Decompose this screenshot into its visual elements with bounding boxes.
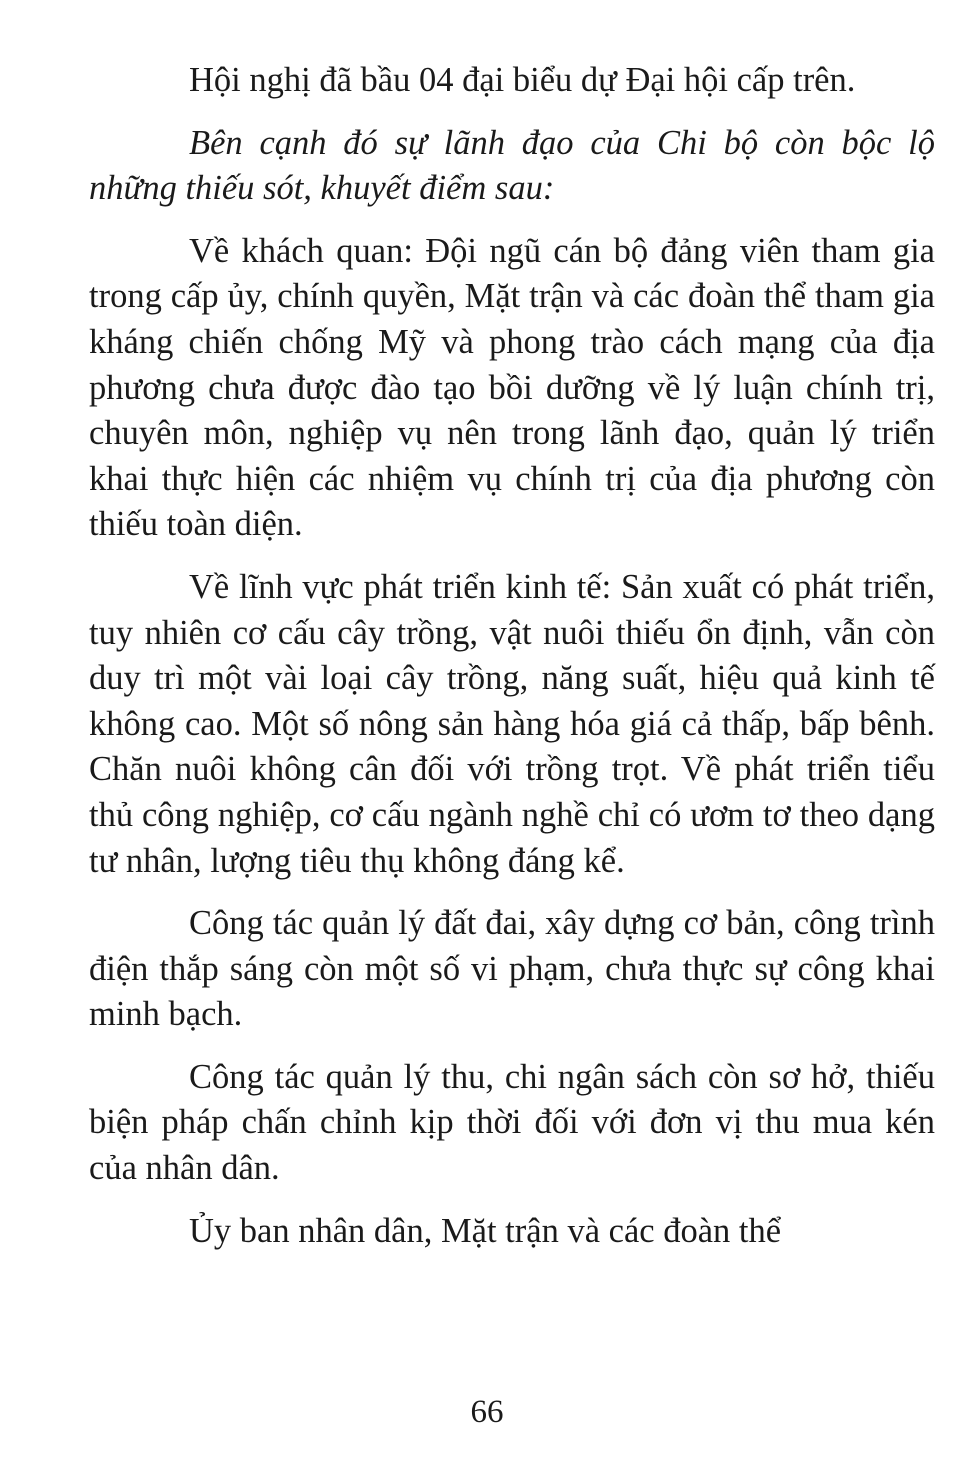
paragraph-budget-management: Công tác quản lý thu, chi ngân sách còn sơ hở, thiếu biện pháp chấn chỉnh kịp thời đối với đơn vị thu mua kén của nhân dân. [89, 1057, 935, 1188]
paragraph-peoples-committee: Ủy ban nhân dân, Mặt trận và các đoàn thể [189, 1211, 782, 1250]
paragraph-land-management: Công tác quản lý đất đai, xây dựng cơ bản, công trình điện thắp sáng còn một số vi phạm, chưa thực sự công khai minh bạch. [89, 904, 935, 1034]
page-number: 66 [470, 1394, 504, 1430]
paragraph-shortcomings-intro: Bên cạnh đó sự lãnh đạo của Chi bộ còn bộc lộ những thiếu sót, khuyết điểm sau: [89, 123, 935, 208]
paragraph-delegates-elected: Hội nghị đã bầu 04 đại biểu dự Đại hội cấp trên. [189, 61, 856, 99]
paragraph-objective: Về khách quan: Đội ngũ cán bộ đảng viên tham gia trong cấp ủy, chính quyền, Mặt trận và các đoàn thể tham gia kháng chiến chống Mỹ và phong trào cách mạng của địa phương chưa được đào tạo bồi dưỡng về lý luận chính trị, chuyên môn, nghiệp vụ nên trong lãnh đạo, quản lý triển khai thực hiện các nhiệm vụ chính trị của địa phương còn thiếu toàn diện. [89, 231, 935, 544]
page-body [89, 58, 935, 1271]
paragraph-economic-development: Về lĩnh vực phát triển kinh tế: Sản xuất có phát triển, tuy nhiên cơ cấu cây trồng, vật nuôi thiếu ổn định, vẫn còn duy trì một vài loại cây trồng, năng suất, hiệu quả kinh tế không cao. Một số nông sản hàng hóa giá cả thấp, bấp bênh. Chăn nuôi không cân đối với trồng trọt. Về phát triển tiểu thủ công nghiệp, cơ cấu ngành nghề chỉ có ươm tơ theo dạng tư nhân, lượng tiêu thụ không đáng kể. [89, 567, 935, 880]
